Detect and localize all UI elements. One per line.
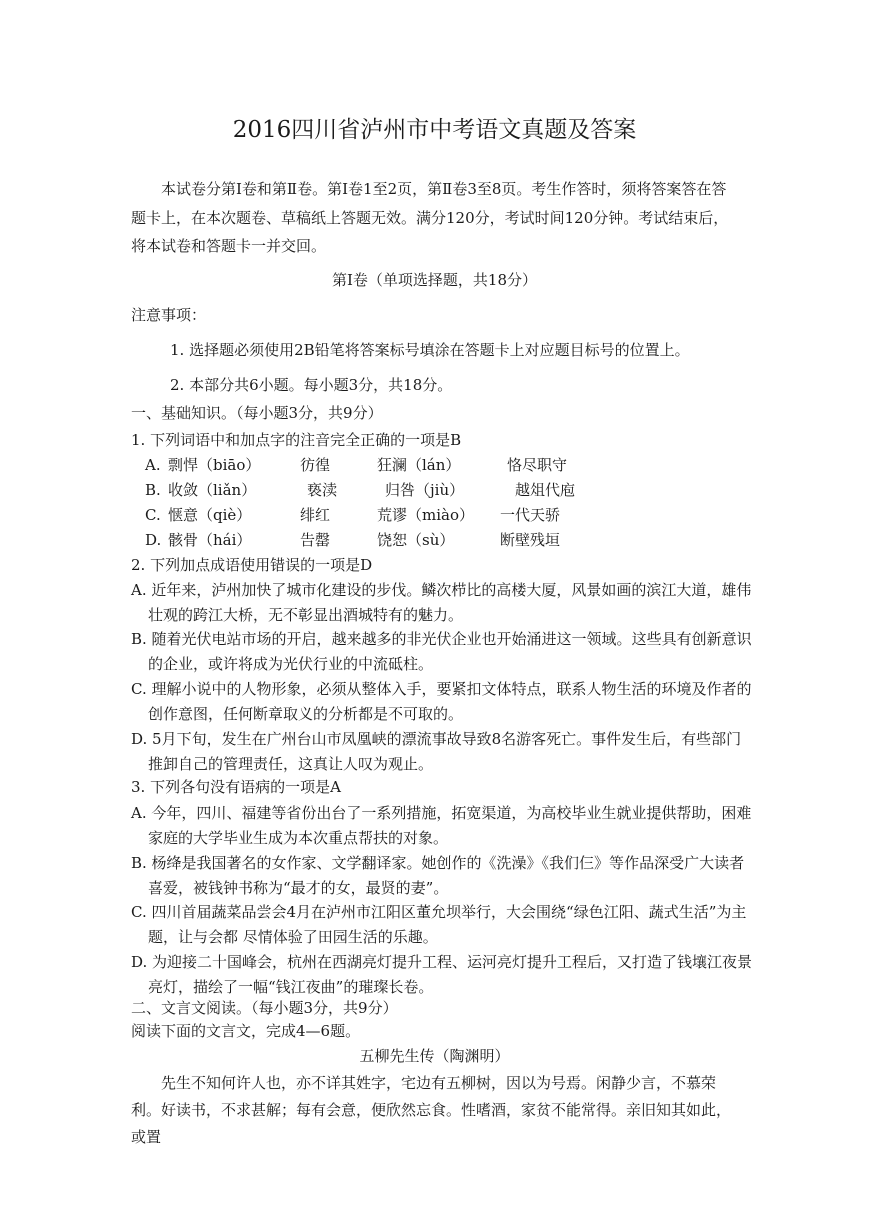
option-word: 一代天骄 [500,506,561,524]
option-word: 归咎（jiù） [385,481,465,499]
part1-heading: 第Ⅰ卷（单项选择题，共18分） [331,271,537,289]
option-letter: C. [145,506,161,524]
q3-option-b: B. 杨绛是我国著名的女作家、文学翻译家。她创作的《洗澡》《我们仨》等作品深受广大读者喜爱，被钱钟书称为“最才的女，最贤的妻”。 [131,854,745,897]
exam-title: 2016四川省泸州市中考语文真题及答案 [232,117,637,143]
option-word: 收敛（liǎn） [168,481,257,499]
note-item: 2. 本部分共6小题。每小题3分，共18分。 [170,376,453,394]
q1-option-a [145,455,745,475]
section2-instruction: 阅读下面的文言文，完成4—6题。 [131,1022,361,1040]
q1-stem: 1. 下列词语中和加点字的注音完全正确的一项是B [131,431,462,449]
q2-option-c: C. 理解小说中的人物形象，必须从整体入手，要紧扣文体特点，联系人物生活的环境及作者的创作意图，任何断章取义的分析都是不可取的。 [131,680,752,723]
q2-option-a: A. 近年来，泸州加快了城市化建设的步伐。鳞次栉比的高楼大厦，风景如画的滨江大道，雄伟壮观的跨江大桥，无不彰显出酒城特有的魅力。 [131,581,752,624]
section2-heading: 二、文言文阅读。（每小题3分，共9分） [131,999,398,1017]
option-letter: A. [145,456,161,474]
notes-heading: 注意事项： [131,306,207,324]
option-word: 断壁残垣 [500,531,561,549]
passage-text: 先生不知何许人也，亦不详其姓字，宅边有五柳树，因以为号焉。闲静少言，不慕荣利。好读书，不求甚解；每有会意，便欣然忘食。性嗜酒，家贫不能常得。亲旧知其如此，或置 [131,1074,732,1146]
q3-stem: 3. 下列各句没有语病的一项是A [131,778,341,796]
q3-option-c: C. 四川首届蔬菜品尝会4月在泸州市江阳区董允坝举行，大会围绕“绿色江阳、蔬式生活”为主题，让与会都 尽情体验了田园生活的乐趣。 [131,903,747,946]
option-letter: D. [145,531,162,549]
option-word: 剽悍（biāo） [168,456,261,474]
passage-title: 五柳先生传（陶渊明） [359,1047,510,1065]
option-word: 荒谬（miào） [377,506,474,524]
option-word: 狂澜（lán） [377,456,461,474]
option-word: 亵渎 [307,481,338,499]
q1-option-c [145,505,745,525]
q3-option-d: D. 为迎接二十国峰会，杭州在西湖亮灯提升工程、运河亮灯提升工程后，又打造了钱壤江夜景亮灯，描绘了一幅“钱江夜曲”的璀璨长卷。 [131,953,753,996]
note-item: 1. 选择题必须使用2B铅笔将答案标号填涂在答题卡上对应题目标号的位置上。 [170,341,690,359]
option-word: 彷徨 [300,456,331,474]
q2-option-d: D. 5月下旬，发生在广州台山市凤凰峡的漂流事故导致8名游客死亡。事件发生后，有些部门推卸自己的管理责任，这真让人叹为观止。 [131,730,742,773]
option-word: 绯红 [300,506,331,524]
q1-option-d [145,530,745,550]
section1-heading: 一、基础知识。（每小题3分，共9分） [131,404,383,422]
q2-stem: 2. 下列加点成语使用错误的一项是D [131,556,373,574]
option-word: 告罄 [300,531,331,549]
exam-intro: 本试卷分第Ⅰ卷和第Ⅱ卷。第Ⅰ卷1至2页，第Ⅱ卷3至8页。考生作答时，须将答案答在答题卡上，在本次题卷、草稿纸上答题无效。满分120分，考试时间120分钟。考试结束后，将本试卷和答题卡一并交回。 [131,180,729,255]
option-word: 骸骨（hái） [168,531,252,549]
option-word: 恪尽职守 [507,456,568,474]
option-word: 饶恕（sù） [377,531,455,549]
q2-option-b: B. 随着光伏电站市场的开启，越来越多的非光伏企业也开始涌进这一领域。这些具有创新意识的企业，或许将成为光伏行业的中流砥柱。 [131,630,752,673]
q3-option-a: A. 今年，四川、福建等省份出台了一系列措施，拓宽渠道，为高校毕业生就业提供帮助，困难家庭的大学毕业生成为本次重点帮扶的对象。 [131,804,752,847]
option-word: 惬意（qiè） [168,506,252,524]
option-letter: B. [145,481,161,499]
option-word: 越俎代庖 [515,481,576,499]
q1-option-b [145,480,745,500]
